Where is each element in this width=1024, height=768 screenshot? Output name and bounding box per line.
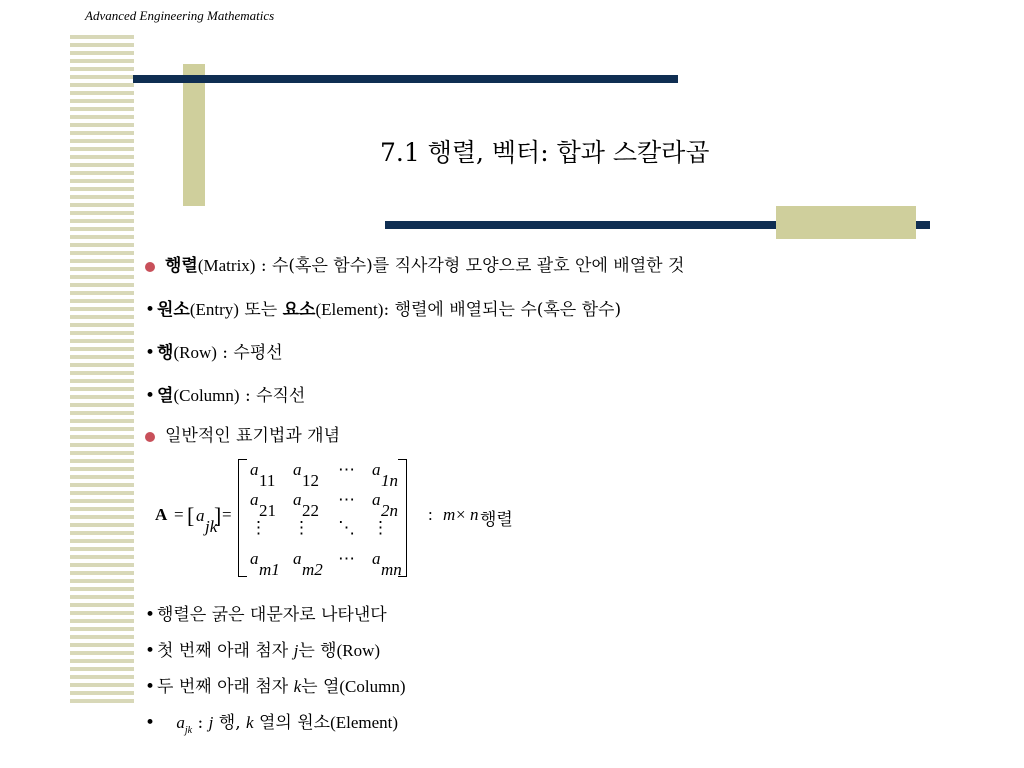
note-element-mid: 행, xyxy=(213,713,247,733)
matrix-cell-subscript: m2 xyxy=(302,560,323,579)
note-first-subscript-latin: (Row) xyxy=(336,641,381,660)
note-first-subscript-post: 는 행 xyxy=(298,641,337,661)
bullet-small-icon: • xyxy=(145,605,156,625)
matrix-cell: ⋯ xyxy=(338,549,355,568)
note-second-subscript-text: 두 번째 아래 첨자 xyxy=(157,677,294,697)
term-matrix-latin: (Matrix) xyxy=(197,256,256,275)
item-matrix-definition xyxy=(145,251,684,276)
matrix-cell: a xyxy=(372,549,381,568)
note-second-subscript-var: k xyxy=(293,677,302,696)
decorative-stripes xyxy=(70,35,134,705)
item-row-definition xyxy=(145,338,283,363)
matrix-cell: ⋮ xyxy=(372,518,389,537)
matrix-cell-subscript: 1n xyxy=(381,471,398,490)
note-element-symbol: a xyxy=(176,713,185,732)
entry-connector: 또는 xyxy=(238,300,283,320)
decorative-block-left xyxy=(183,64,205,206)
term-column-latin: (Column) xyxy=(173,386,240,405)
matrix-cell: ⋮ xyxy=(250,518,267,537)
matrix-cell: ⋯ xyxy=(338,490,355,509)
matrix-cell-subscript: 22 xyxy=(302,501,319,520)
matrix-cell-subscript: 11 xyxy=(259,471,276,490)
matrix-equation xyxy=(150,455,530,580)
matrix-cell-subscript: m1 xyxy=(259,560,280,579)
matrix-cell-subscript: 21 xyxy=(259,501,276,520)
column-definition-text: : 수직선 xyxy=(239,386,306,406)
matrix-symbol: A xyxy=(155,505,168,524)
note-element-subscript: jk xyxy=(184,725,193,736)
matrix-suffix-times: × xyxy=(456,505,466,524)
matrix-suffix-m: m xyxy=(443,505,456,524)
term-column: 열 xyxy=(157,386,174,406)
matrix-cell: a xyxy=(372,490,381,509)
slide-title: 7.1 행렬, 벡터: 합과 스칼라곱 xyxy=(380,138,710,167)
matrix-cell: a xyxy=(250,549,259,568)
matrix-cell: a xyxy=(372,460,381,479)
matrix-suffix-colon: : xyxy=(428,505,433,524)
item-entry-definition xyxy=(145,295,621,320)
decorative-bar-top xyxy=(133,75,678,83)
note-first-subscript-text: 첫 번째 아래 첨자 xyxy=(157,641,294,661)
note-element-meaning xyxy=(145,708,398,736)
matrix-bracket-left xyxy=(238,459,247,577)
bullet-small-icon: • xyxy=(145,641,156,661)
matrix-equals-1: = xyxy=(174,505,184,524)
matrix-cell: a xyxy=(293,549,302,568)
term-matrix: 행렬 xyxy=(165,256,198,276)
item-notation-heading xyxy=(145,421,340,446)
matrix-cell: ⋱ xyxy=(338,518,355,537)
note-element-post: 열의 원소 xyxy=(253,713,331,733)
note-second-subscript xyxy=(145,672,405,697)
note-element-colon: : xyxy=(192,713,209,733)
general-element: a xyxy=(196,506,205,525)
note-second-subscript-latin: (Column) xyxy=(339,677,406,696)
matrix-cell: a xyxy=(293,490,302,509)
note-bold-uppercase xyxy=(145,600,387,625)
bullet-dot-icon xyxy=(145,432,155,442)
term-entry: 원소 xyxy=(157,300,190,320)
matrix-cell: a xyxy=(250,490,259,509)
matrix-cell-subscript: 12 xyxy=(302,471,319,490)
matrix-cell: ⋮ xyxy=(293,518,310,537)
entry-definition-text: : 행렬에 배열되는 수(혹은 함수) xyxy=(383,300,622,320)
bullet-small-icon: • xyxy=(145,343,156,363)
matrix-cell: ⋯ xyxy=(338,460,355,479)
element-bracket-left: [ xyxy=(187,503,195,528)
notation-heading-text: 일반적인 표기법과 개념 xyxy=(165,426,341,446)
term-element: 요소 xyxy=(282,300,316,320)
matrix-suffix-n: n xyxy=(470,505,479,524)
term-element-latin: (Element) xyxy=(315,300,384,319)
term-row-latin: (Row) xyxy=(173,343,217,362)
note-element-j: j xyxy=(208,713,214,732)
bullet-small-icon: • xyxy=(145,386,156,406)
note-first-subscript xyxy=(145,636,380,661)
row-definition-text: : 수평선 xyxy=(216,343,283,363)
matrix-equals-2: = xyxy=(222,505,232,524)
general-element-subscript: jk xyxy=(205,517,218,536)
decorative-block-right xyxy=(776,206,916,239)
bullet-small-icon: • xyxy=(145,677,156,697)
term-row: 행 xyxy=(157,343,174,363)
matrix-cell-subscript: 2n xyxy=(381,501,398,520)
note-bold-uppercase-text: 행렬은 굵은 대문자로 나타낸다 xyxy=(157,605,387,625)
matrix-cell: a xyxy=(250,460,259,479)
matrix-cell: a xyxy=(293,460,302,479)
element-bracket-right: ] xyxy=(214,503,222,528)
note-element-k: k xyxy=(246,713,254,732)
matrix-cell-subscript: mn xyxy=(381,560,402,579)
bullet-small-icon: • xyxy=(145,713,156,733)
page-header: Advanced Engineering Mathematics xyxy=(85,8,275,23)
matrix-suffix-text: 행렬 xyxy=(480,510,513,530)
note-second-subscript-post: 는 열 xyxy=(301,677,340,697)
note-first-subscript-var: j xyxy=(293,641,299,660)
item-column-definition xyxy=(145,381,305,406)
matrix-definition-text: : 수(혹은 함수)를 직사각형 모양으로 괄호 안에 배열한 것 xyxy=(255,256,685,276)
bullet-small-icon: • xyxy=(145,300,156,320)
term-entry-latin: (Entry) xyxy=(189,300,239,319)
bullet-dot-icon xyxy=(145,262,155,272)
note-element-latin: (Element) xyxy=(330,713,399,732)
